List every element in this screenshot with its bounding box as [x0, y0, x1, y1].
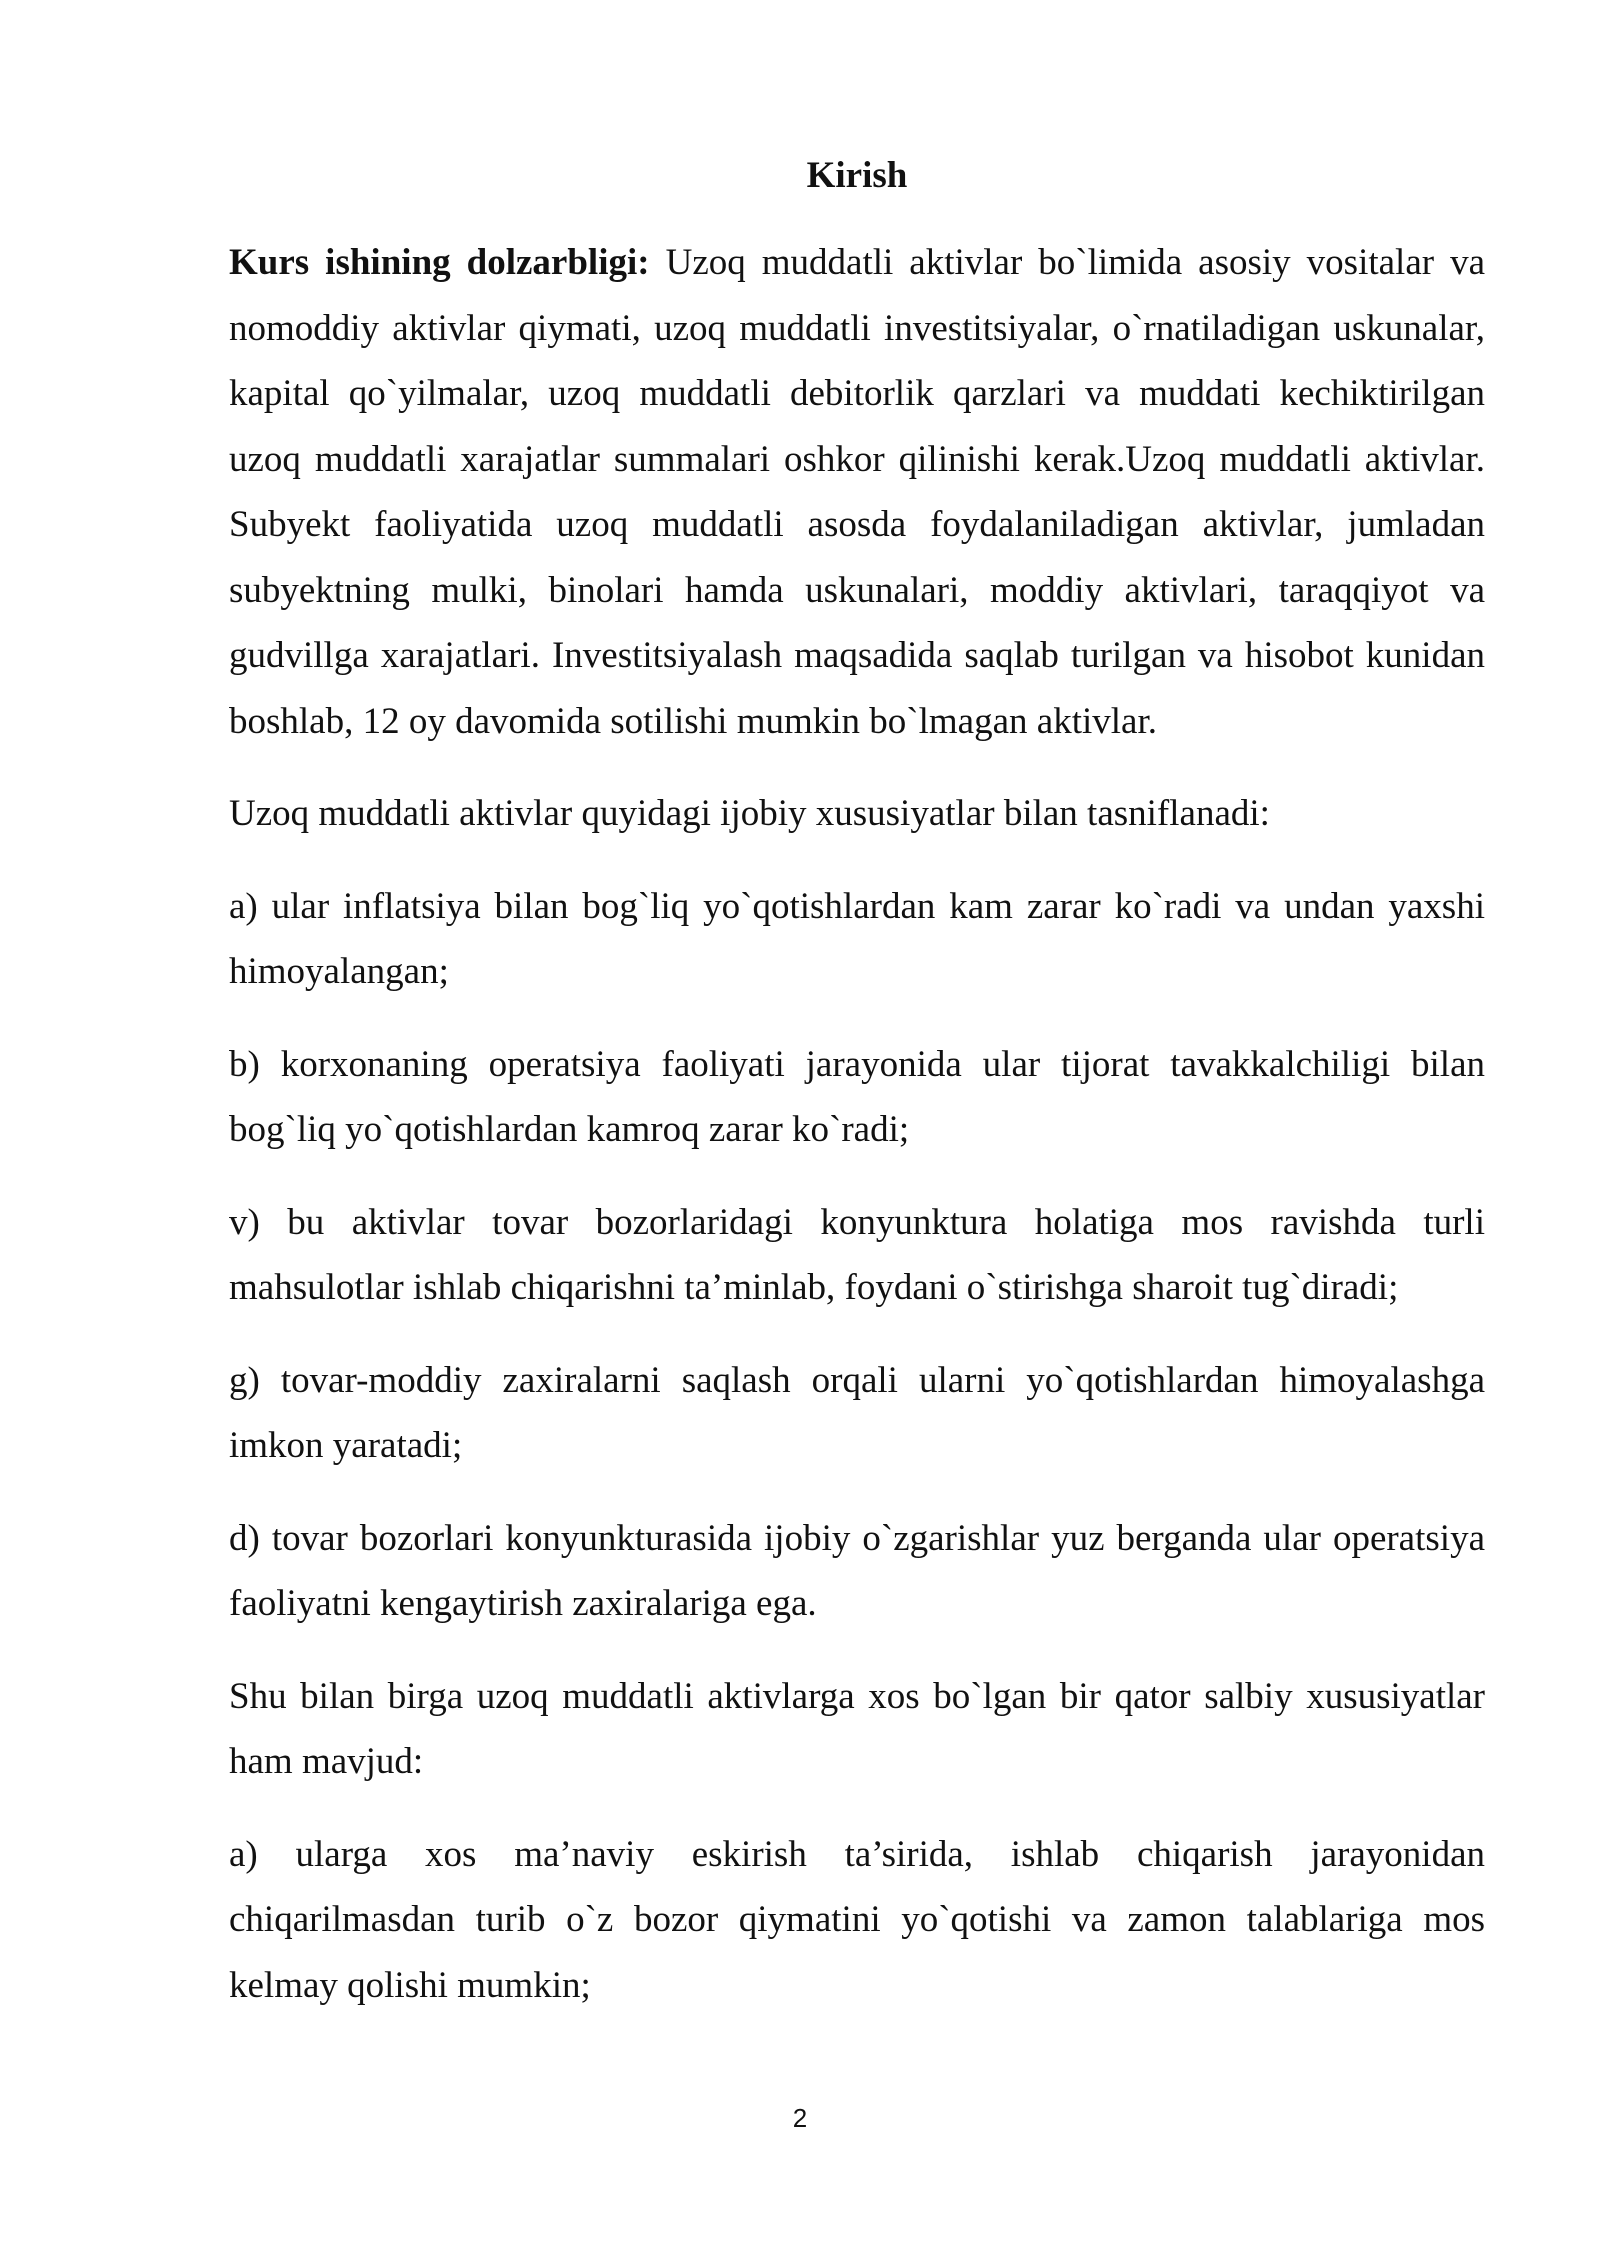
paragraph-item-b: b) korxonaning operatsiya faoliyati jarayonida ular tijorat tavakkalchiligi bilan bog`liq yo`qotishlardan kamroq zarar ko`radi; [229, 1043, 1485, 1150]
paragraph-item-v: v) bu aktivlar tovar bozorlaridagi konyunktura holatiga mos ravishda turli mahsulotlar ishlab chiqarishni ta’minlab, foydani o`stirishga sharoit tug`diradi; [229, 1201, 1485, 1308]
page-title: Kirish [806, 155, 908, 196]
paragraph-negative-item-a: a) ularga xos ma’naviy eskirish ta’sirida, ishlab chiqarish jarayonidan chiqarilmasdan turib o`z bozor qiymatini yo`qotishi va zamon talablariga mos kelmay qolishi mumkin; [229, 1833, 1485, 2006]
paragraph-item-a: a) ular inflatsiya bilan bog`liq yo`qotishlardan kam zarar ko`radi va undan yaxshi himoyalangan; [229, 885, 1485, 992]
intro-lead: Kurs ishining dolzarbligi: [229, 242, 650, 283]
page-number: 2 [792, 2103, 808, 2133]
paragraph-item-d: d) tovar bozorlari konyunkturasida ijobiy o`zgarishlar yuz berganda ular operatsiya faoliyatni kengaytirish zaxiralariga ega. [229, 1517, 1485, 1624]
page-content [229, 148, 1485, 2045]
intro-paragraph [229, 230, 1485, 754]
intro-text: Uzoq muddatli aktivlar bo`limida asosiy vositalar va nomoddiy aktivlar qiymati, uzoq muddatli investitsiyalar, o`rnatiladigan uskunalar, kapital qo`yilmalar, uzoq muddatli debitorlik qarzlari va muddati kechiktirilgan uzoq muddatli xarajatlar summalari oshkor qilinishi kerak.Uzoq muddatli aktivlar. Subyekt faoliyatida uzoq muddatli asosda foydalaniladigan aktivlar, jumladan subyektning mulki, binolari hamda uskunalari, moddiy aktivlari, taraqqiyot va gudvillga xarajatlari. Investitsiyalash maqsadida saqlab turilgan va hisobot kunidan boshlab, 12 oy davomida sotilishi mumkin bo`lmagan aktivlar. [229, 242, 1486, 742]
paragraph-positive-intro: Uzoq muddatli aktivlar quyidagi ijobiy xususiyatlar bilan tasniflanadi: [229, 793, 1270, 834]
paragraph-negative-intro: Shu bilan birga uzoq muddatli aktivlarga xos bo`lgan bir qator salbiy xususiyatlar ham mavjud: [229, 1675, 1485, 1782]
paragraph-item-g: g) tovar-moddiy zaxiralarni saqlash orqali ularni yo`qotishlardan himoyalashga imkon yaratadi; [229, 1359, 1485, 1466]
